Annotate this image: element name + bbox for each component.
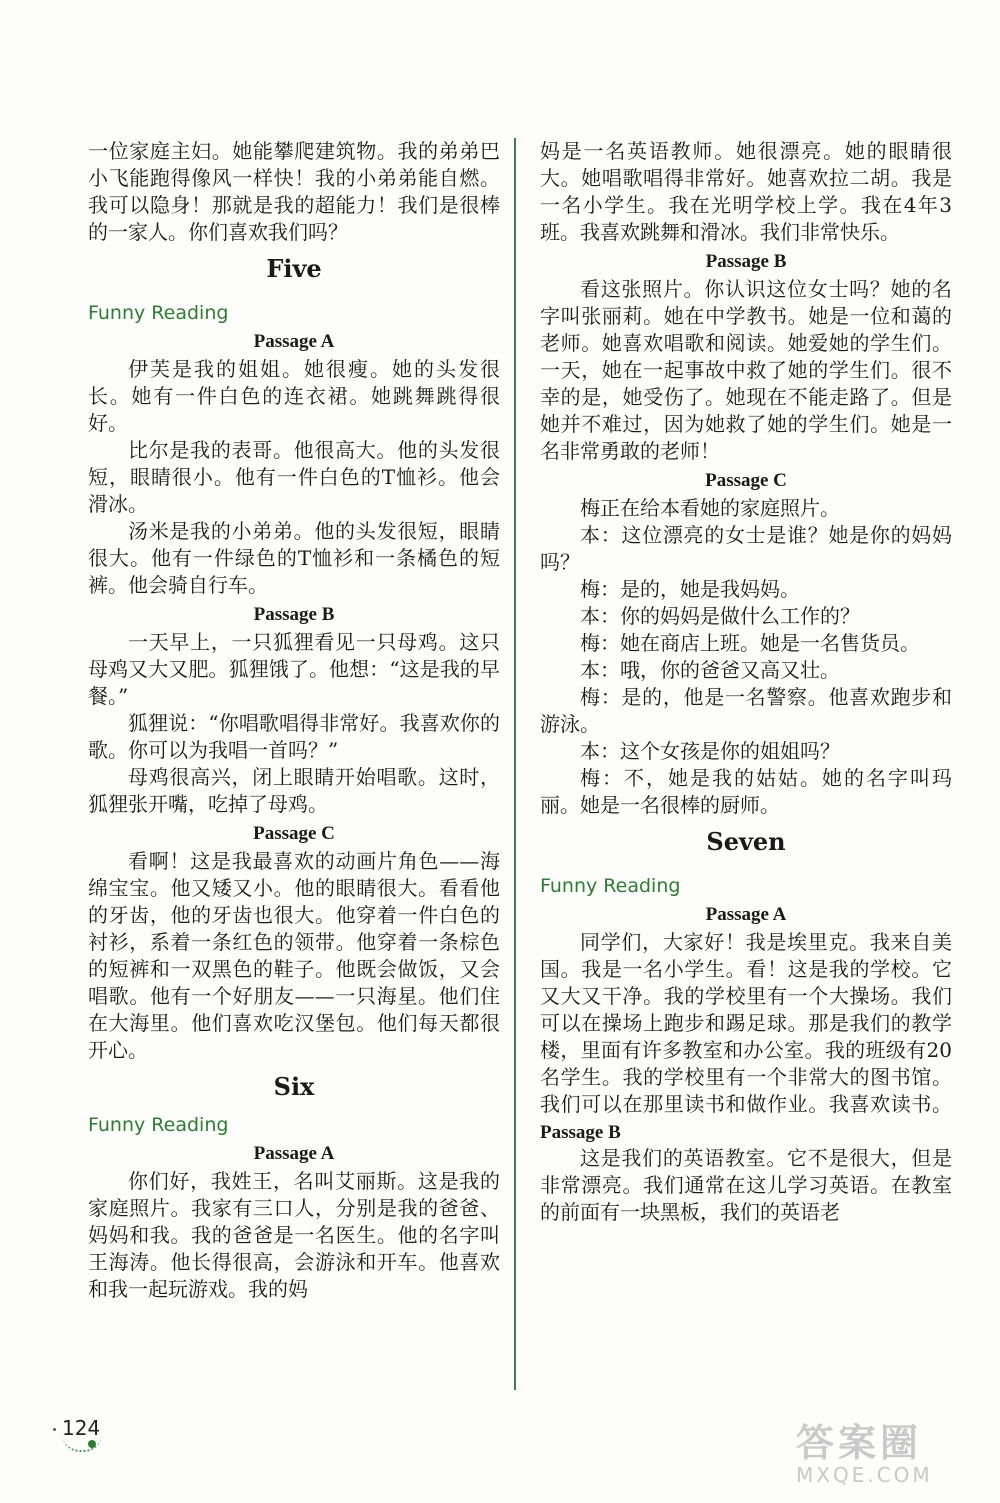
unit-title-five: Five xyxy=(266,254,322,283)
watermark-text: 答案圈 xyxy=(796,1421,923,1465)
dialogue-line: 梅：是的，他是一名警察。他喜欢跑步和游泳。 xyxy=(540,685,952,736)
passage-a-title: Passage A xyxy=(705,904,787,925)
dialogue-line: 本：你的妈妈是做什么工作的？ xyxy=(580,604,860,628)
column-divider xyxy=(514,138,516,1390)
unit-title-seven: Seven xyxy=(706,827,786,856)
passage-b-title: Passage B xyxy=(253,604,335,625)
dialogue-line: 本：这个女孩是你的姐姐吗？ xyxy=(580,739,840,763)
funny-reading-heading: Funny Reading xyxy=(540,875,681,897)
paragraph xyxy=(540,929,952,1145)
dialogue-line: 梅：不，她是我的姑姑。她的名字叫玛丽。她是一名很棒的厨师。 xyxy=(540,766,952,817)
paragraph: 伊芙是我的姐姐。她很瘦。她的头发很长。她有一件白色的连衣裙。她跳舞跳得很好。 xyxy=(88,357,500,435)
passage-c-title: Passage C xyxy=(253,823,335,844)
paragraph: 一位家庭主妇。她能攀爬建筑物。我的弟弟巴小飞能跑得像风一样快！我的小弟弟能自燃。我可以隐身！那就是我的超能力！我们是很棒的一家人。你们喜欢我们吗？ xyxy=(88,139,500,244)
paragraph: 看这张照片。你认识这位女士吗？她的名字叫张丽莉。她在中学教书。她是一位和蔼的老师。她喜欢唱歌和阅读。她爱她的学生们。一天，她在一起事故中救了她的学生们。很不幸的是，她受伤了。她现在不能走路了。但是她并不难过，因为她救了她的学生们。她是一名非常勇敢的老师！ xyxy=(540,277,952,463)
passage-a-title: Passage A xyxy=(253,331,335,352)
passage-b-title: Passage B xyxy=(705,251,787,272)
dialogue-line: 梅正在给本看她的家庭照片。 xyxy=(580,496,840,520)
left-column xyxy=(88,138,500,1303)
passage-c-title: Passage C xyxy=(705,470,787,491)
paragraph: 母鸡很高兴，闭上眼睛开始唱歌。这时，狐狸张开嘴，吃掉了母鸡。 xyxy=(88,765,500,816)
passage-b-title: Passage B xyxy=(540,1122,621,1143)
page-number-dot xyxy=(88,1440,96,1448)
right-column xyxy=(540,138,952,1226)
dialogue-line: 梅：是的，她是我妈妈。 xyxy=(580,577,800,601)
paragraph: 狐狸说：“你唱歌唱得非常好。我喜欢你的歌。你可以为我唱一首吗？” xyxy=(88,711,500,762)
dialogue-line: 本：这位漂亮的女士是谁？她是你的妈妈吗？ xyxy=(540,523,952,574)
page-number-decoration xyxy=(53,1428,56,1431)
watermark-logo xyxy=(796,1412,976,1492)
paragraph-text: 同学们，大家好！我是埃里克。我来自美国。我是一名小学生。看！这是我的学校。它又大又干净。我的学校里有一个大操场。我们可以在操场上跑步和踢足球。那是我们的教学楼，里面有许多教室和办公室。我的班级有20名学生。我的学校里有一个非常大的图书馆。我们可以在那里读书和做作业。我喜欢读书。 xyxy=(540,930,952,1116)
watermark-url: MXQE.COM xyxy=(796,1463,933,1487)
page-number-text: 124 xyxy=(62,1416,101,1440)
funny-reading-heading: Funny Reading xyxy=(88,302,229,324)
paragraph: 看啊！这是我最喜欢的动画片角色——海绵宝宝。他又矮又小。他的眼睛很大。看看他的牙齿，他的牙齿也很大。他穿着一件白色的衬衫，系着一条红色的领带。他穿着一条棕色的短裤和一双黑色的鞋子。他既会做饭，又会唱歌。他有一个好朋友——一只海星。他们住在大海里。他们喜欢吃汉堡包。他们每天都很开心。 xyxy=(88,849,500,1062)
paragraph: 这是我们的英语教室。它不是很大，但是非常漂亮。我们通常在这儿学习英语。在教室的前面有一块黑板，我们的英语老 xyxy=(540,1146,952,1224)
paragraph: 妈是一名英语教师。她很漂亮。她的眼睛很大。她唱歌唱得非常好。她喜欢拉二胡。我是一名小学生。我在光明学校上学。我在4年3班。我喜欢跳舞和滑冰。我们非常快乐。 xyxy=(540,139,952,244)
passage-a-title: Passage A xyxy=(253,1143,335,1164)
paragraph: 一天早上，一只狐狸看见一只母鸡。这只母鸡又大又肥。狐狸饿了。他想：“这是我的早餐。” xyxy=(88,630,500,708)
dialogue-line: 梅：她在商店上班。她是一名售货员。 xyxy=(580,631,920,655)
page-number xyxy=(62,1416,102,1452)
paragraph: 汤米是我的小弟弟。他的头发很短，眼睛很大。他有一件绿色的T恤衫和一条橘色的短裤。他会骑自行车。 xyxy=(88,519,500,597)
paragraph: 比尔是我的表哥。他很高大。他的头发很短，眼睛很小。他有一件白色的T恤衫。他会滑冰。 xyxy=(88,438,500,516)
paragraph: 你们好，我姓王，名叫艾丽斯。这是我的家庭照片。我家有三口人，分别是我的爸爸、妈妈和我。我的爸爸是一名医生。他的名字叫王海涛。他长得很高，会游泳和开车。他喜欢和我一起玩游戏。我的妈 xyxy=(88,1169,500,1301)
funny-reading-heading: Funny Reading xyxy=(88,1114,229,1136)
unit-title-six: Six xyxy=(273,1072,315,1101)
dialogue-line: 本：哦，你的爸爸又高又壮。 xyxy=(580,658,840,682)
